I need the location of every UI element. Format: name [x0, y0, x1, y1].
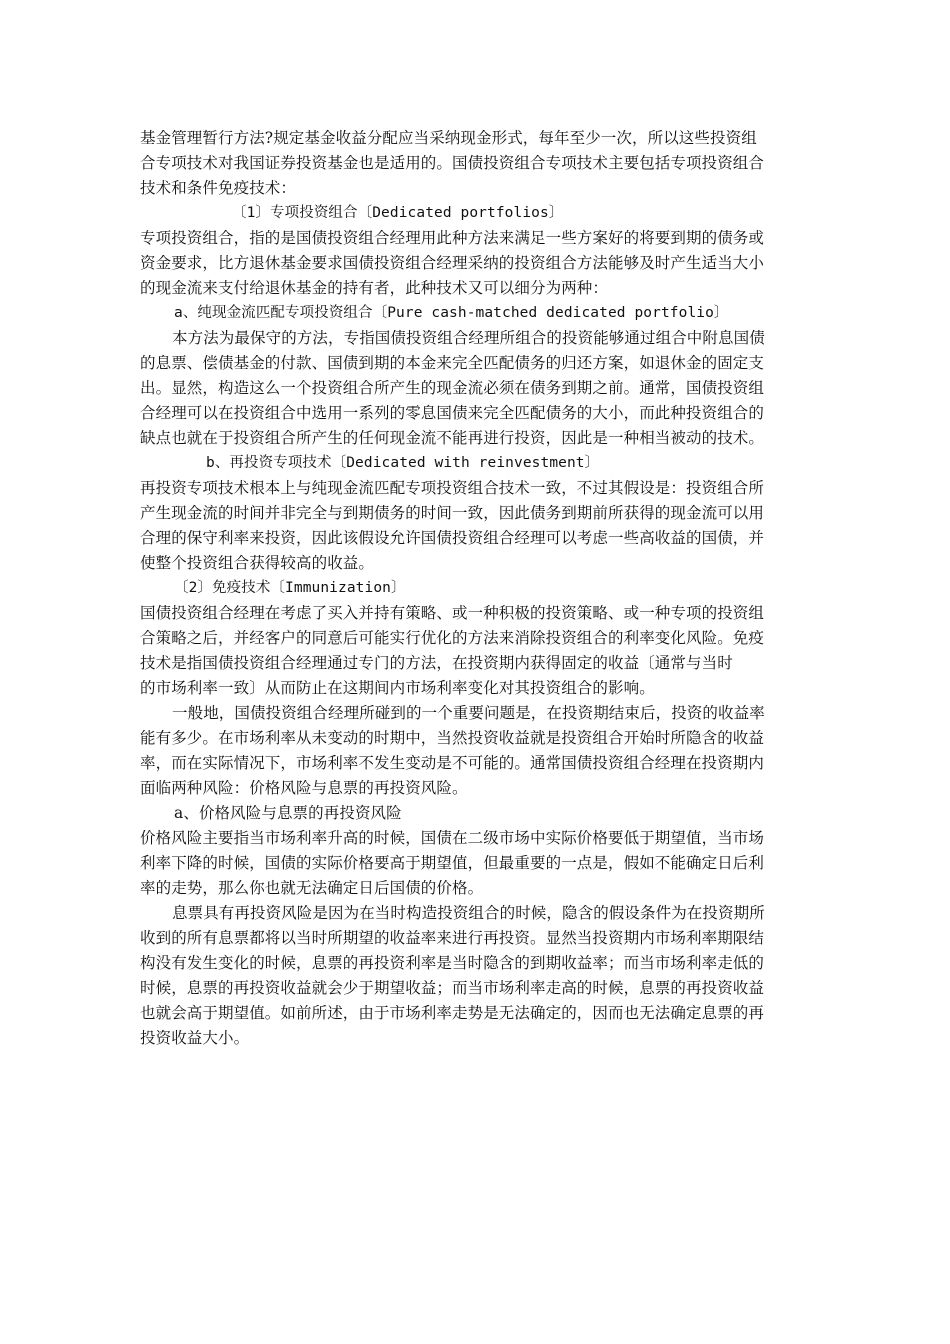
- section-heading: 〔2〕免疫技术〔Immunization〕: [174, 580, 406, 596]
- text-line: 国债投资组合经理在考虑了买入并持有策略、或一种积极的投资策略、或一种专项的投资组: [140, 604, 765, 622]
- text-line: 也就会高于期望值。如前所述，由于市场利率走势是无法确定的，因而也无法确定息票的再: [140, 1004, 765, 1022]
- text-line: 技术是指国债投资组合经理通过专门的方法，在投资期内获得固定的收益〔通常与当时: [140, 654, 733, 672]
- text-line: 基金管理暂行方法?规定基金收益分配应当采纳现金形式，每年至少一次，所以这些投资组: [140, 129, 757, 147]
- text-line: 率，而在实际情况下，市场利率不发生变动是不可能的。通常国债投资组合经理在投资期内: [140, 754, 765, 772]
- text-line: 价格风险主要指当市场利率升高的时候，国债在二级市场中实际价格要低于期望值，当市场: [140, 829, 765, 847]
- text-line: 合专项技术对我国证券投资基金也是适用的。国债投资组合专项技术主要包括专项投资组合: [140, 154, 765, 172]
- text-line: 的现金流来支付给退休基金的持有者，此种技术又可以细分为两种：: [140, 279, 609, 297]
- text-line: 能有多少。在市场利率从未变动的时期中，当然投资收益就是投资组合开始时所隐含的收益: [140, 729, 765, 747]
- subsection-heading: a、价格风险与息票的再投资风险: [174, 804, 402, 822]
- text-line: 合理的保守利率来投资，因此该假设允许国债投资组合经理可以考虑一些高收益的国债，并: [140, 529, 765, 547]
- subsection-heading: a、纯现金流匹配专项投资组合〔Pure cash-matched dedicated portfolio〕: [174, 305, 729, 321]
- text-line: 本方法为最保守的方法，专指国债投资组合经理所组合的投资能够通过组合中附息国债: [172, 329, 765, 347]
- text-line: 产生现金流的时间并非完全与到期债务的时间一致，因此债务到期前所获得的现金流可以用: [140, 504, 765, 522]
- text-line: 投资收益大小。: [140, 1029, 250, 1047]
- text-line: 一般地，国债投资组合经理所碰到的一个重要问题是，在投资期结束后，投资的收益率: [172, 704, 765, 722]
- section-heading: 〔1〕专项投资组合〔Dedicated portfolios〕: [232, 205, 564, 221]
- text-line: 使整个投资组合获得较高的收益。: [140, 554, 375, 572]
- text-line: 率的走势，那么你也就无法确定日后国债的价格。: [140, 879, 484, 897]
- text-line: 再投资专项技术根本上与纯现金流匹配专项投资组合技术一致，不过其假设是：投资组合所: [140, 479, 765, 497]
- text-line: 面临两种风险：价格风险与息票的再投资风险。: [140, 779, 468, 797]
- subsection-heading: b、再投资专项技术〔Dedicated with reinvestment〕: [206, 455, 600, 471]
- text-line: 缺点也就在于投资组合所产生的任何现金流不能再进行投资，因此是一种相当被动的技术。: [140, 429, 765, 447]
- text-line: 出。显然，构造这么一个投资组合所产生的现金流必须在债务到期之前。通常，国债投资组: [140, 379, 765, 397]
- text-line: 合经理可以在投资组合中选用一系列的零息国债来完全匹配债务的大小，而此种投资组合的: [140, 404, 765, 422]
- text-line: 的市场利率一致〕从而防止在这期间内市场利率变化对其投资组合的影响。: [140, 679, 655, 697]
- text-line: 构没有发生变化的时候，息票的再投资利率是当时隐含的到期收益率；而当市场利率走低的: [140, 954, 765, 972]
- text-line: 利率下降的时候，国债的实际价格要高于期望值，但最重要的一点是，假如不能确定日后利: [140, 854, 765, 872]
- text-line: 时候，息票的再投资收益就会少于期望收益；而当市场利率走高的时候，息票的再投资收益: [140, 979, 765, 997]
- text-line: 资金要求，比方退休基金要求国债投资组合经理采纳的投资组合方法能够及时产生适当大小: [140, 254, 765, 272]
- text-line: 合策略之后，并经客户的同意后可能实行优化的方法来消除投资组合的利率变化风险。免疫: [140, 629, 765, 647]
- text-line: 的息票、偿债基金的付款、国债到期的本金来完全匹配债务的归还方案，如退休金的固定支: [140, 354, 765, 372]
- text-line: 专项投资组合，指的是国债投资组合经理用此种方法来满足一些方案好的将要到期的债务或: [140, 229, 765, 247]
- text-line: 息票具有再投资风险是因为在当时构造投资组合的时候，隐含的假设条件为在投资期所: [172, 904, 765, 922]
- text-line: 技术和条件免疫技术：: [140, 179, 297, 197]
- text-line: 收到的所有息票都将以当时所期望的收益率来进行再投资。显然当投资期内市场利率期限结: [140, 929, 765, 947]
